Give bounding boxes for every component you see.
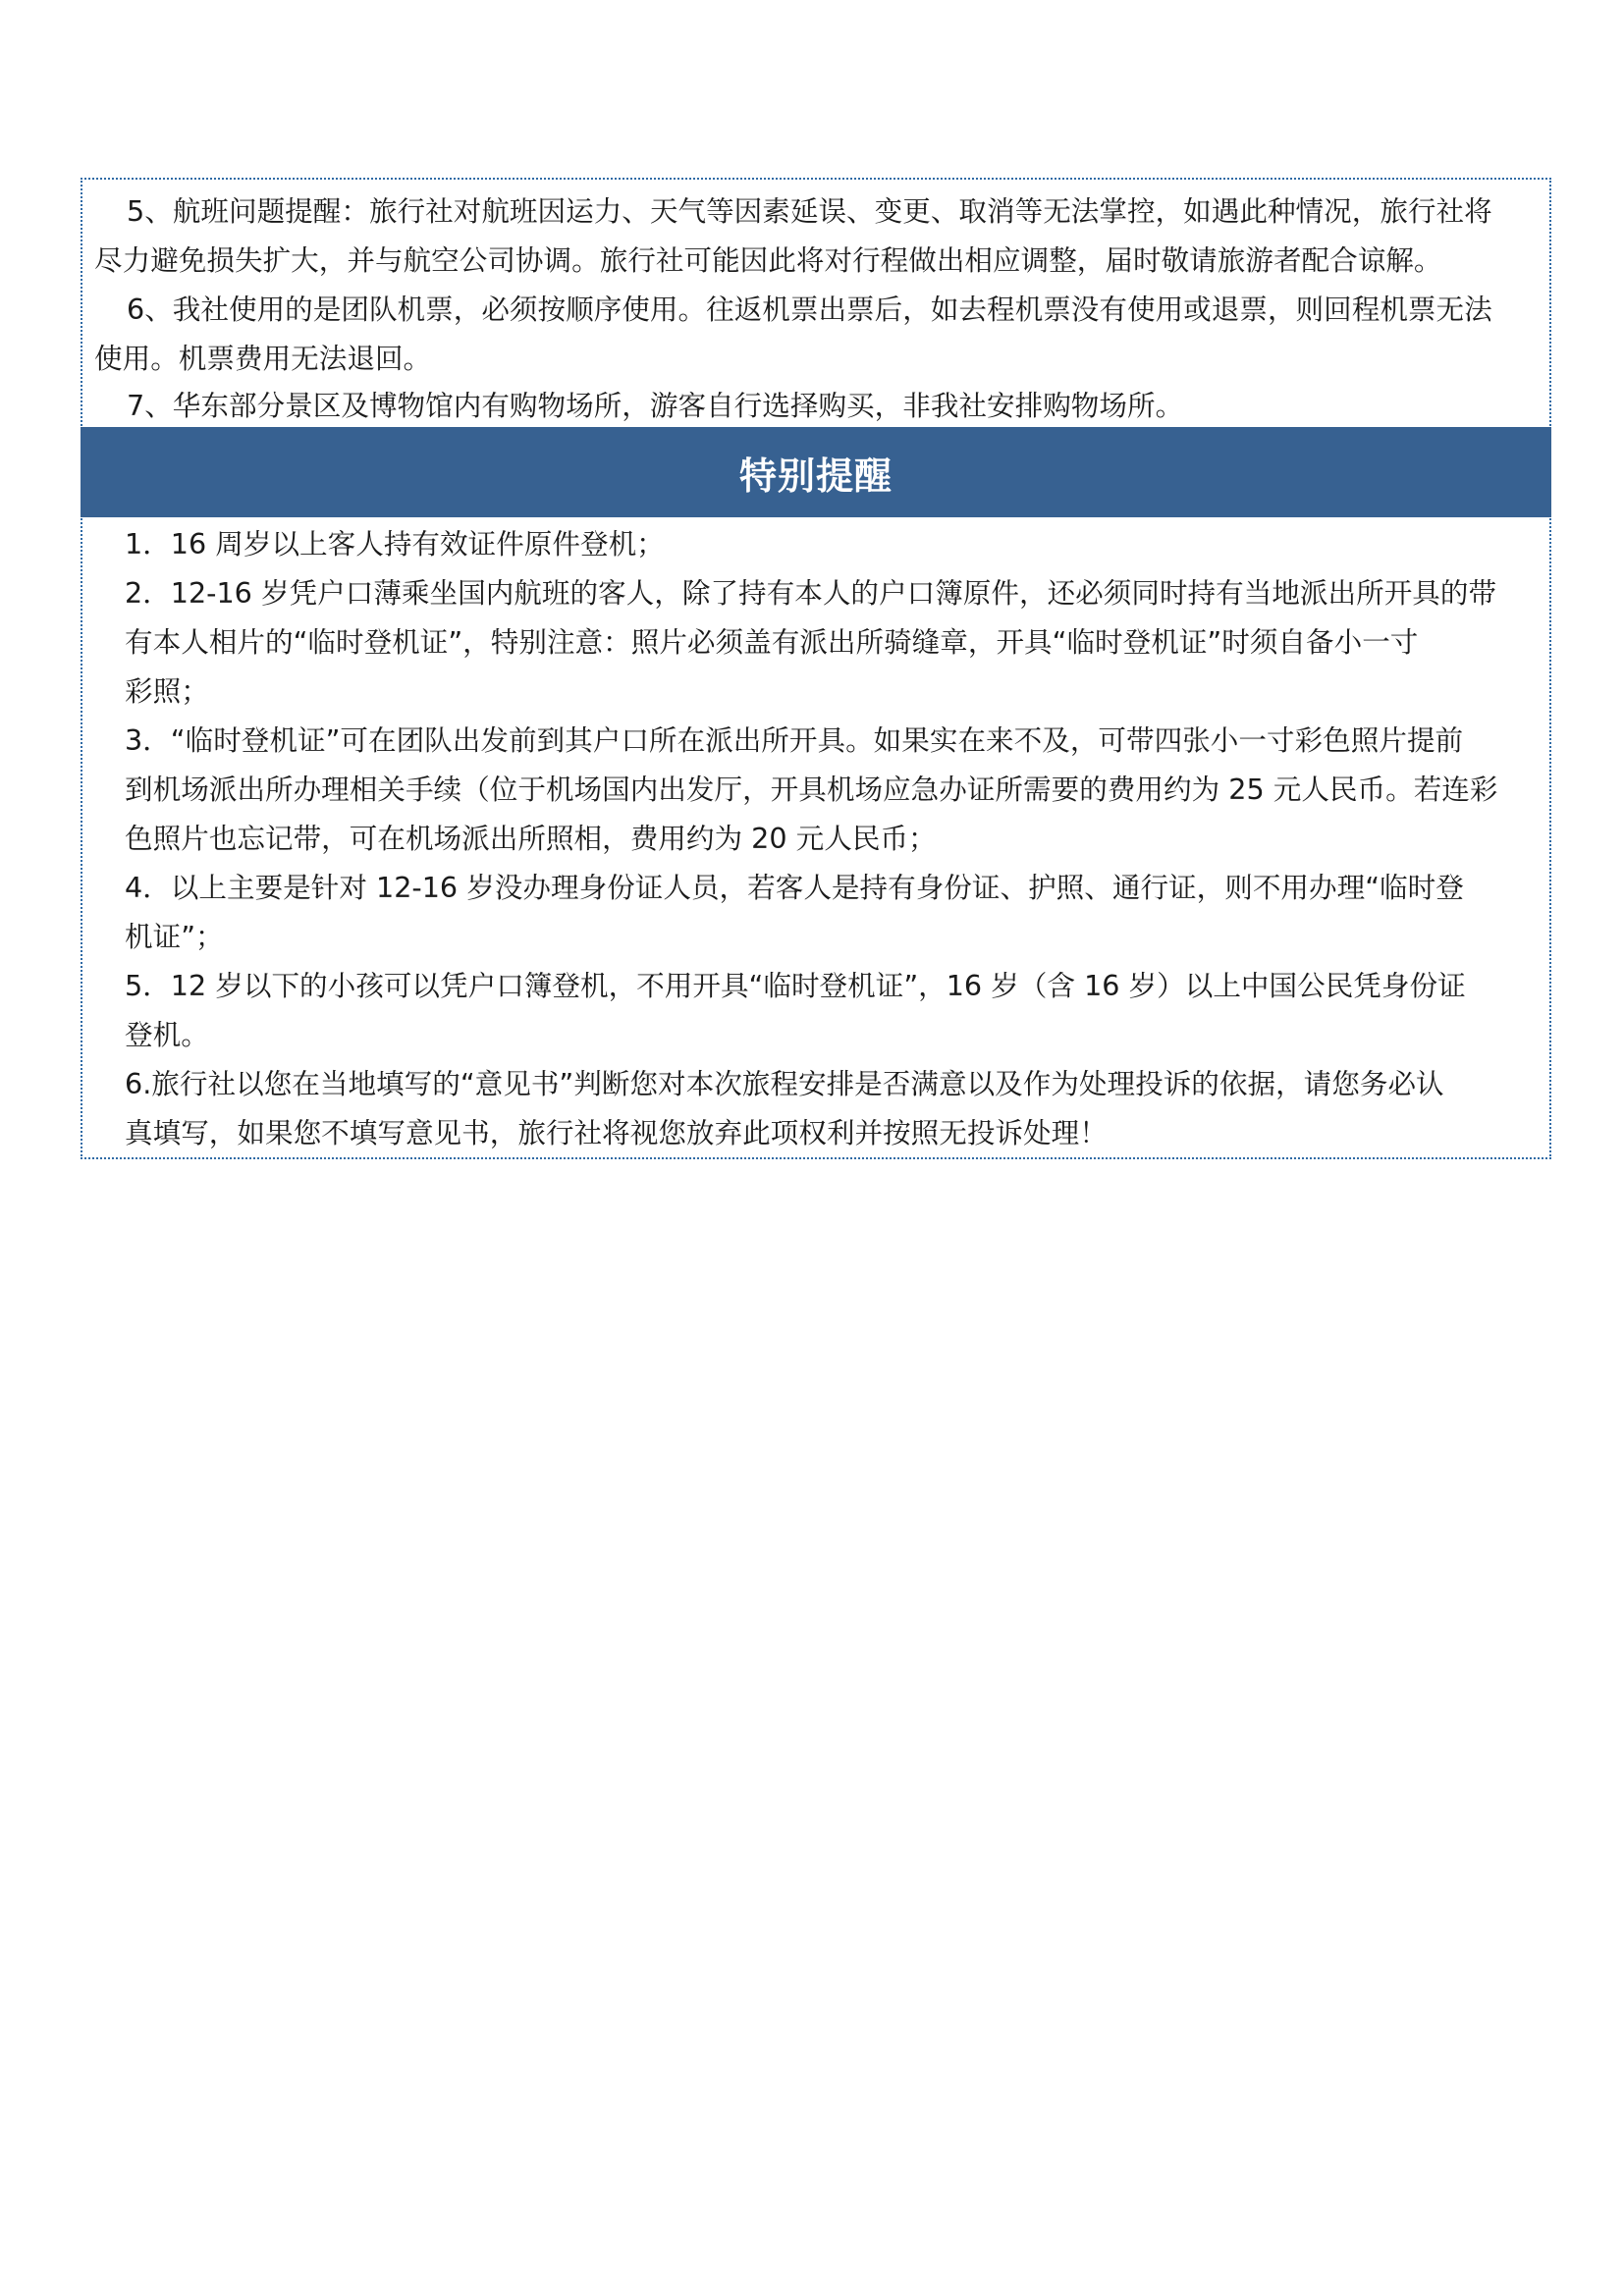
note-6-line-1: 6、我社使用的是团队机票，必须按顺序使用。往返机票出票后，如去程机票没有使用或退票，则回程机票无法 (127, 293, 1492, 326)
notice-box (81, 178, 1551, 1159)
reminder-4-line-1: 4．以上主要是针对 12-16 岁没办理身份证人员，若客人是持有身份证、护照、通行证，则不用办理“临时登 (125, 871, 1464, 904)
reminder-3-line-3: 色照片也忘记带，可在机场派出所照相，费用约为 20 元人民币； (125, 822, 937, 855)
note-5-line-1: 5、航班问题提醒：旅行社对航班因运力、天气等因素延误、变更、取消等无法掌控，如遇此种情况，旅行社将 (127, 194, 1492, 228)
reminder-2-line-1: 2．12-16 岁凭户口薄乘坐国内航班的客人，除了持有本人的户口簿原件，还必须同时持有当地派出所开具的带 (125, 576, 1497, 610)
note-5-line-2: 尽力避免损失扩大，并与航空公司协调。旅行社可能因此将对行程做出相应调整，届时敬请旅游者配合谅解。 (94, 243, 1442, 277)
reminder-2-line-2: 有本人相片的“临时登机证”，特别注意：照片必须盖有派出所骑缝章，开具“临时登机证”时须自备小一寸 (125, 625, 1419, 659)
reminder-5-line-2: 登机。 (125, 1018, 209, 1051)
reminder-5-line-1: 5．12 岁以下的小孩可以凭户口簿登机，不用开具“临时登机证”，16 岁（含 16 岁）以上中国公民凭身份证 (125, 969, 1466, 1002)
reminder-1-line-1: 1．16 周岁以上客人持有效证件原件登机； (125, 527, 665, 561)
reminder-6-line-1: 6.旅行社以您在当地填写的“意见书”判断您对本次旅程安排是否满意以及作为处理投诉的依据，请您务必认 (125, 1067, 1444, 1100)
flight-notes-section (82, 180, 1549, 427)
note-6-line-2: 使用。机票费用无法退回。 (94, 342, 432, 375)
note-7-line-1: 7、华东部分景区及博物馆内有购物场所，游客自行选择购买，非我社安排购物场所。 (127, 389, 1184, 422)
reminder-4-line-2: 机证”； (125, 920, 224, 953)
special-reminder-title: 特别提醒 (738, 454, 893, 498)
special-reminder-header (81, 427, 1551, 517)
reminder-2-line-3: 彩照； (125, 674, 209, 708)
reminder-3-line-2: 到机场派出所办理相关手续（位于机场国内出发厅，开具机场应急办证所需要的费用约为 25 元人民币。若连彩 (125, 773, 1498, 806)
reminder-3-line-1: 3．“临时登机证”可在团队出发前到其户口所在派出所开具。如果实在来不及，可带四张小一寸彩色照片提前 (125, 723, 1464, 757)
reminder-6-line-2: 真填写，如果您不填写意见书，旅行社将视您放弃此项权利并按照无投诉处理！ (125, 1116, 1108, 1149)
